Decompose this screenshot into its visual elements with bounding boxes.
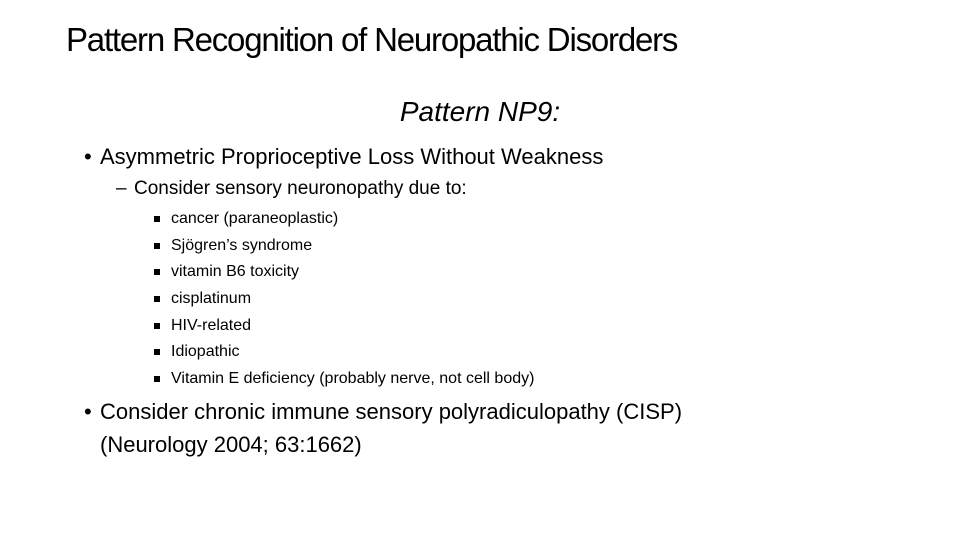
- bullet-marker: •: [84, 399, 92, 424]
- square-bullet-icon: [154, 376, 160, 382]
- citation-text: (Neurology 2004; 63:1662): [100, 432, 362, 457]
- pattern-subtitle: Pattern NP9:: [399, 96, 561, 127]
- square-bullet-icon: [154, 349, 160, 355]
- square-bullet-icon: [154, 269, 160, 275]
- cause-text: Idiopathic: [171, 343, 240, 361]
- dash-marker: –: [116, 178, 127, 199]
- cause-text: Sjögren’s syndrome: [171, 236, 313, 254]
- cause-text: cisplatinum: [171, 290, 252, 308]
- bullet-text: Consider chronic immune sensory polyradiculopathy (CISP): [100, 399, 683, 424]
- cause-text: vitamin B6 toxicity: [171, 263, 300, 281]
- slide-title: Pattern Recognition of Neuropathic Disorders: [66, 21, 678, 58]
- square-bullet-icon: [154, 296, 160, 302]
- cause-text: Vitamin E deficiency (probably nerve, not cell body): [171, 370, 535, 388]
- square-bullet-icon: [154, 243, 160, 249]
- bullet-text: Asymmetric Proprioceptive Loss Without Weakness: [100, 144, 604, 169]
- sub-bullet-text: Consider sensory neuronopathy due to:: [134, 178, 467, 199]
- square-bullet-icon: [154, 323, 160, 329]
- bullet-marker: •: [84, 144, 92, 169]
- square-bullet-icon: [154, 216, 160, 222]
- cause-text: HIV-related: [171, 316, 252, 334]
- cause-text: cancer (paraneoplastic): [171, 210, 339, 227]
